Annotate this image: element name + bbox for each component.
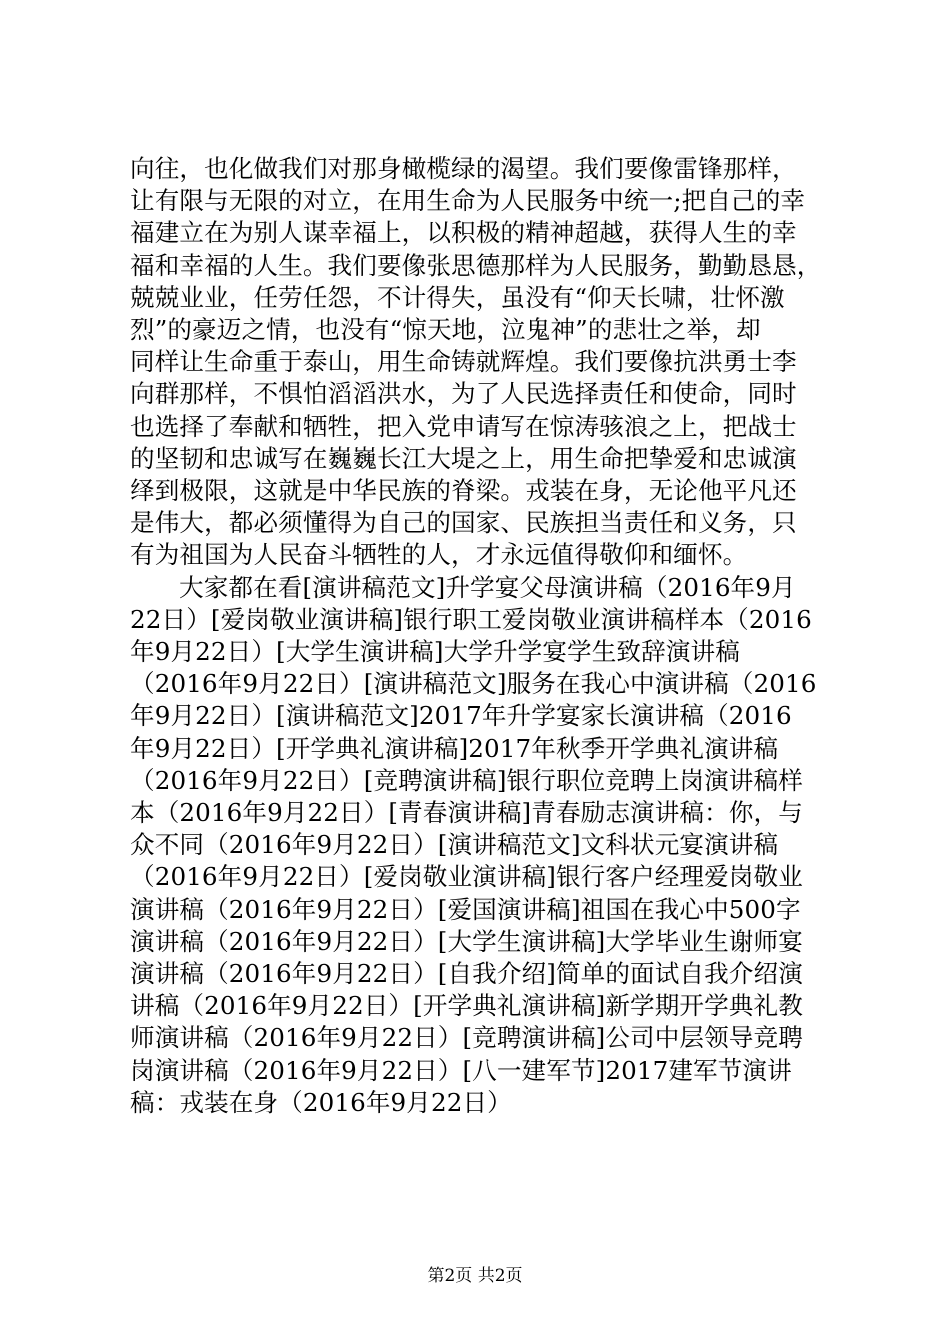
text-line: 福和幸福的人生。我们要像张思德那样为人民服务，勤勤恳恳， xyxy=(130,250,822,280)
text-line: 年9月22日）[大学生演讲稿]大学升学宴学生致辞演讲稿 xyxy=(130,637,740,667)
text-line: 烈”的豪迈之情，也没有“惊天地，泣鬼神”的悲壮之举，却 xyxy=(130,315,761,345)
text-line: 同样让生命重于泰山，用生命铸就辉煌。我们要像抗洪勇士李 xyxy=(130,347,797,377)
text-line: 的坚韧和忠诚写在巍巍长江大堤之上，用生命把挚爱和忠诚演 xyxy=(130,443,797,473)
text-line: 绎到极限，这就是中华民族的脊梁。戎装在身，无论他平凡还 xyxy=(130,476,797,506)
text-line: 让有限与无限的对立，在用生命为人民服务中统一;把自己的幸 xyxy=(130,186,806,216)
text-line: 年9月22日）[开学典礼演讲稿]2017年秋季开学典礼演讲稿 xyxy=(130,733,779,763)
text-line: 有为祖国为人民奋斗牺牲的人，才永远值得敬仰和缅怀。 xyxy=(130,540,748,570)
text-line: 年9月22日）[演讲稿范文]2017年升学宴家长演讲稿（2016 xyxy=(130,701,792,731)
paragraph-1 xyxy=(130,153,830,572)
text-line: 讲稿（2016年9月22日）[开学典礼演讲稿]新学期开学典礼教 xyxy=(130,991,803,1021)
text-line: 向往，也化做我们对那身橄榄绿的渴望。我们要像雷锋那样， xyxy=(130,154,797,183)
text-line: 大家都在看[演讲稿范文]升学宴父母演讲稿（2016年9月 xyxy=(179,572,796,602)
text-line: 是伟大，都必须懂得为自己的国家、民族担当责任和义务，只 xyxy=(130,508,797,538)
page-footer xyxy=(0,1264,950,1288)
text-line: （2016年9月22日）[竞聘演讲稿]银行职位竞聘上岗演讲稿样 xyxy=(130,765,803,795)
text-line: 岗演讲稿（2016年9月22日）[八一建军节]2017建军节演讲 xyxy=(130,1055,792,1085)
text-line: 稿：戎装在身（2016年9月22日） xyxy=(130,1087,512,1117)
page-number-label: 第2页 共2页 xyxy=(427,1266,523,1286)
text-line: 演讲稿（2016年9月22日）[爱国演讲稿]祖国在我心中500字 xyxy=(130,894,801,924)
text-line: 师演讲稿（2016年9月22日）[竞聘演讲稿]公司中层领导竞聘 xyxy=(130,1023,803,1053)
text-line: 演讲稿（2016年9月22日）[自我介绍]简单的面试自我介绍演 xyxy=(130,959,803,989)
text-line: 22日）[爱岗敬业演讲稿]银行职工爱岗敬业演讲稿样本（2016 xyxy=(130,604,812,634)
text-line: 向群那样，不惧怕滔滔洪水，为了人民选择责任和使命，同时 xyxy=(130,379,797,409)
text-line: 也选择了奉献和牺牲，把入党申请写在惊涛骇浪之上，把战士 xyxy=(130,411,797,441)
paragraph-2 xyxy=(130,572,830,1119)
text-line: 兢兢业业，任劳任怨，不计得失，虽没有“仰天长啸，壮怀激 xyxy=(130,282,785,312)
text-line: （2016年9月22日）[爱岗敬业演讲稿]银行客户经理爱岗敬业 xyxy=(130,862,803,892)
text-line: 本（2016年9月22日）[青春演讲稿]青春励志演讲稿：你，与 xyxy=(130,798,803,828)
text-line: 演讲稿（2016年9月22日）[大学生演讲稿]大学毕业生谢师宴 xyxy=(130,926,803,956)
text-line: 众不同（2016年9月22日）[演讲稿范文]文科状元宴演讲稿 xyxy=(130,830,779,860)
text-line: （2016年9月22日）[演讲稿范文]服务在我心中演讲稿（2016 xyxy=(130,669,817,699)
document-body xyxy=(130,153,830,1119)
text-line: 福建立在为别人谋幸福上，以积极的精神超越，获得人生的幸 xyxy=(130,218,797,248)
